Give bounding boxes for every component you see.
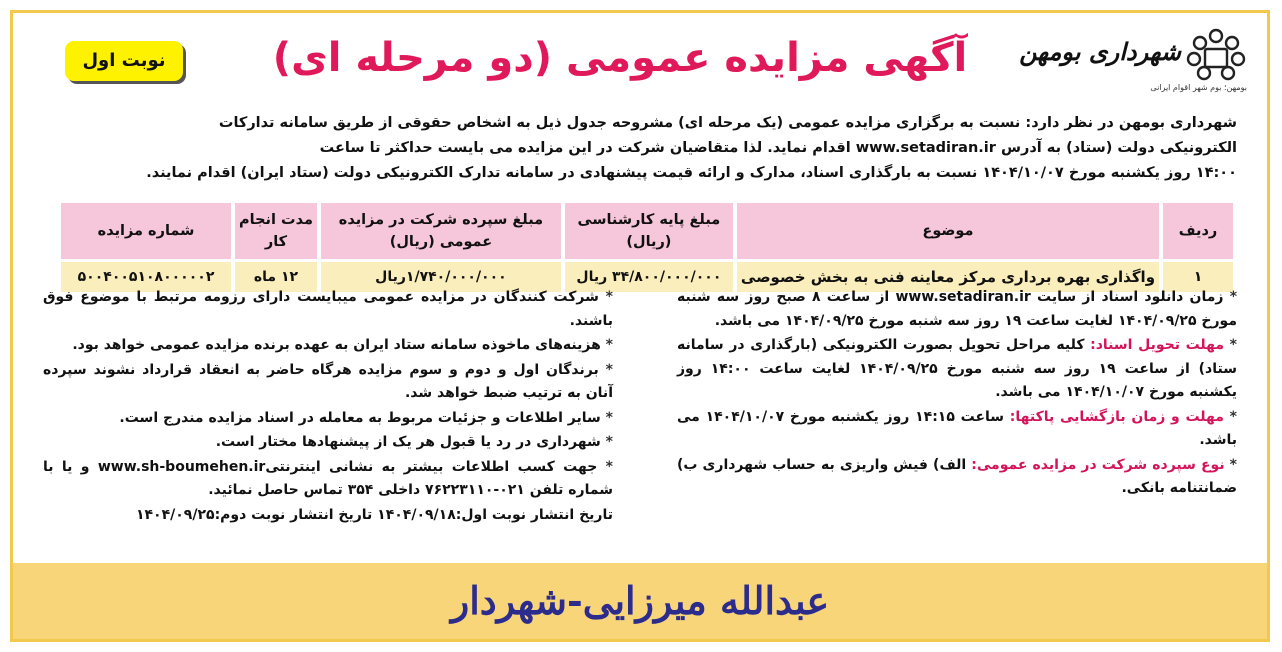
cell-subject: واگذاری بهره برداری مرکز معاینه فنی به بخش خصوصی (737, 262, 1159, 292)
intro-line-2: الکترونیکی دولت (ستاد) به آدرس www.setadiran.ir اقدام نماید. لذا متقاضیان شرکت در این مزایده می بایست حداکثر تا ساعت (319, 140, 1237, 156)
header-duration: مدت انجام کار (235, 203, 317, 259)
municipality-emblem-icon (1185, 27, 1247, 83)
fees-item: * هزینه‌های ماخوذه سامانه ستاد ایران به عهده برنده مزایده عمومی خواهد بود. (72, 337, 613, 353)
cell-row-number: ۱ (1163, 262, 1233, 292)
publish-dates: تاریخ انتشار نوبت اول:۱۴۰۴/۰۹/۱۸ تاریخ انتشار نوبت دوم:۱۴۰۴/۰۹/۲۵ (135, 506, 613, 523)
table-header-row (61, 203, 1233, 259)
conditions-left-column (43, 286, 613, 528)
header-subject: موضوع (737, 203, 1159, 259)
header-row-number: ردیف (1163, 203, 1233, 259)
winners-item: * برندگان اول و دوم و سوم مزایده هرگاه حاضر به انعقاد قرارداد نشوند سپرده آنان به ترتیب ضبط خواهد شد. (43, 361, 613, 401)
delivery-deadline-item: * مهلت تحویل اسناد: کلیه مراحل تحویل بصورت الکترونیکی (بارگذاری در سامانه ستاد) از ساعت ۱۹ روز سه شنبه مورخ ۱۴۰۴/۰۹/۲۵ لغایت ساعت ۱۴:۰۰ روز یکشنبه مورخ ۱۴۰۴/۱۰/۰۷ می باشد. (677, 337, 1237, 400)
page-title: آگهی مزایده عمومی (دو مرحله ای) (272, 35, 968, 81)
notice-round-badge: نوبت اول (65, 41, 183, 81)
mayor-signature: عبدالله میرزایی-شهردار (450, 578, 830, 623)
conditions-right-column (677, 286, 1237, 502)
header-deposit: مبلغ سپرده شرکت در مزایده عمومی (ریال) (321, 203, 561, 259)
cell-base-price: ۳۴/۸۰۰/۰۰۰/۰۰۰ ریال (565, 262, 733, 292)
rejection-item: * شهرداری در رد یا قبول هر یک از پیشنهادها مختار است. (215, 434, 613, 450)
header-base-price: مبلغ پایه کارشناسی (ریال) (565, 203, 733, 259)
download-time-item: * زمان دانلود اسناد از سایت www.setadiran.ir از ساعت ۸ صبح روز سه شنبه مورخ ۱۴۰۴/۰۹/۲۵ لغایت ساعت ۱۹ روز سه شنبه مورخ ۱۴۰۴/۰۹/۲۵ می باشد. (677, 289, 1238, 329)
opening-time-item: * مهلت و زمان بازگشایی پاکتها: ساعت ۱۴:۱۵ روز یکشنبه مورخ ۱۴۰۴/۱۰/۰۷ می باشد. (677, 408, 1237, 448)
logo-text: شهرداری بومهن (1019, 37, 1181, 66)
cell-duration: ۱۲ ماه (235, 262, 317, 292)
intro-line-1: شهرداری بومهن در نظر دارد: نسبت به برگزاری مزایده عمومی (یک مرحله ای) مشروحه جدول ذیل به اشخاص حقوقی از طریق سامانه تدارکات (218, 115, 1237, 131)
header (13, 13, 1267, 105)
contact-item: * جهت کسب اطلاعات بیشتر به نشانی اینترنتیwww.sh-boumehen.ir و یا با شماره تلفن ۰۲۱-۷۶۲۲۳۱۱۰ داخلی ۳۵۴ تماس حاصل نمائید. (43, 458, 614, 498)
logo-slogan: بومهن؛ بوم شهر اقوام ایرانی (1150, 83, 1247, 92)
resume-item: * شرکت کنندگان در مزایده عمومی میبایست دارای رزومه مرتبط با موضوع فوق باشند. (43, 289, 614, 329)
auction-table (57, 200, 1237, 295)
footer-signature-band (13, 563, 1267, 639)
cell-auction-number: ۵۰۰۴۰۰۵۱۰۸۰۰۰۰۰۲ (61, 262, 231, 292)
cell-deposit: ۱/۷۴۰/۰۰۰/۰۰۰ریال (321, 262, 561, 292)
header-auction-number: شماره مزایده (61, 203, 231, 259)
ad-frame (10, 10, 1270, 642)
intro-text (37, 111, 1237, 186)
deposit-type-item: * نوع سپرده شرکت در مزایده عمومی: الف) فیش واریزی به حساب شهرداری ب) ضمانتنامه بانکی. (677, 456, 1238, 496)
municipality-logo (1019, 27, 1247, 97)
intro-line-3: ۱۴:۰۰ روز یکشنبه مورخ ۱۴۰۴/۱۰/۰۷ نسبت به بارگذاری اسناد، مدارک و ارائه قیمت پیشنهادی در سامانه تدارک الکترونیکی دولت (ستاد ایران) اقدام نمایند. (146, 165, 1237, 181)
details-item: * سایر اطلاعات و جزئیات مربوط به معامله در اسناد مزایده مندرج است. (119, 409, 613, 426)
